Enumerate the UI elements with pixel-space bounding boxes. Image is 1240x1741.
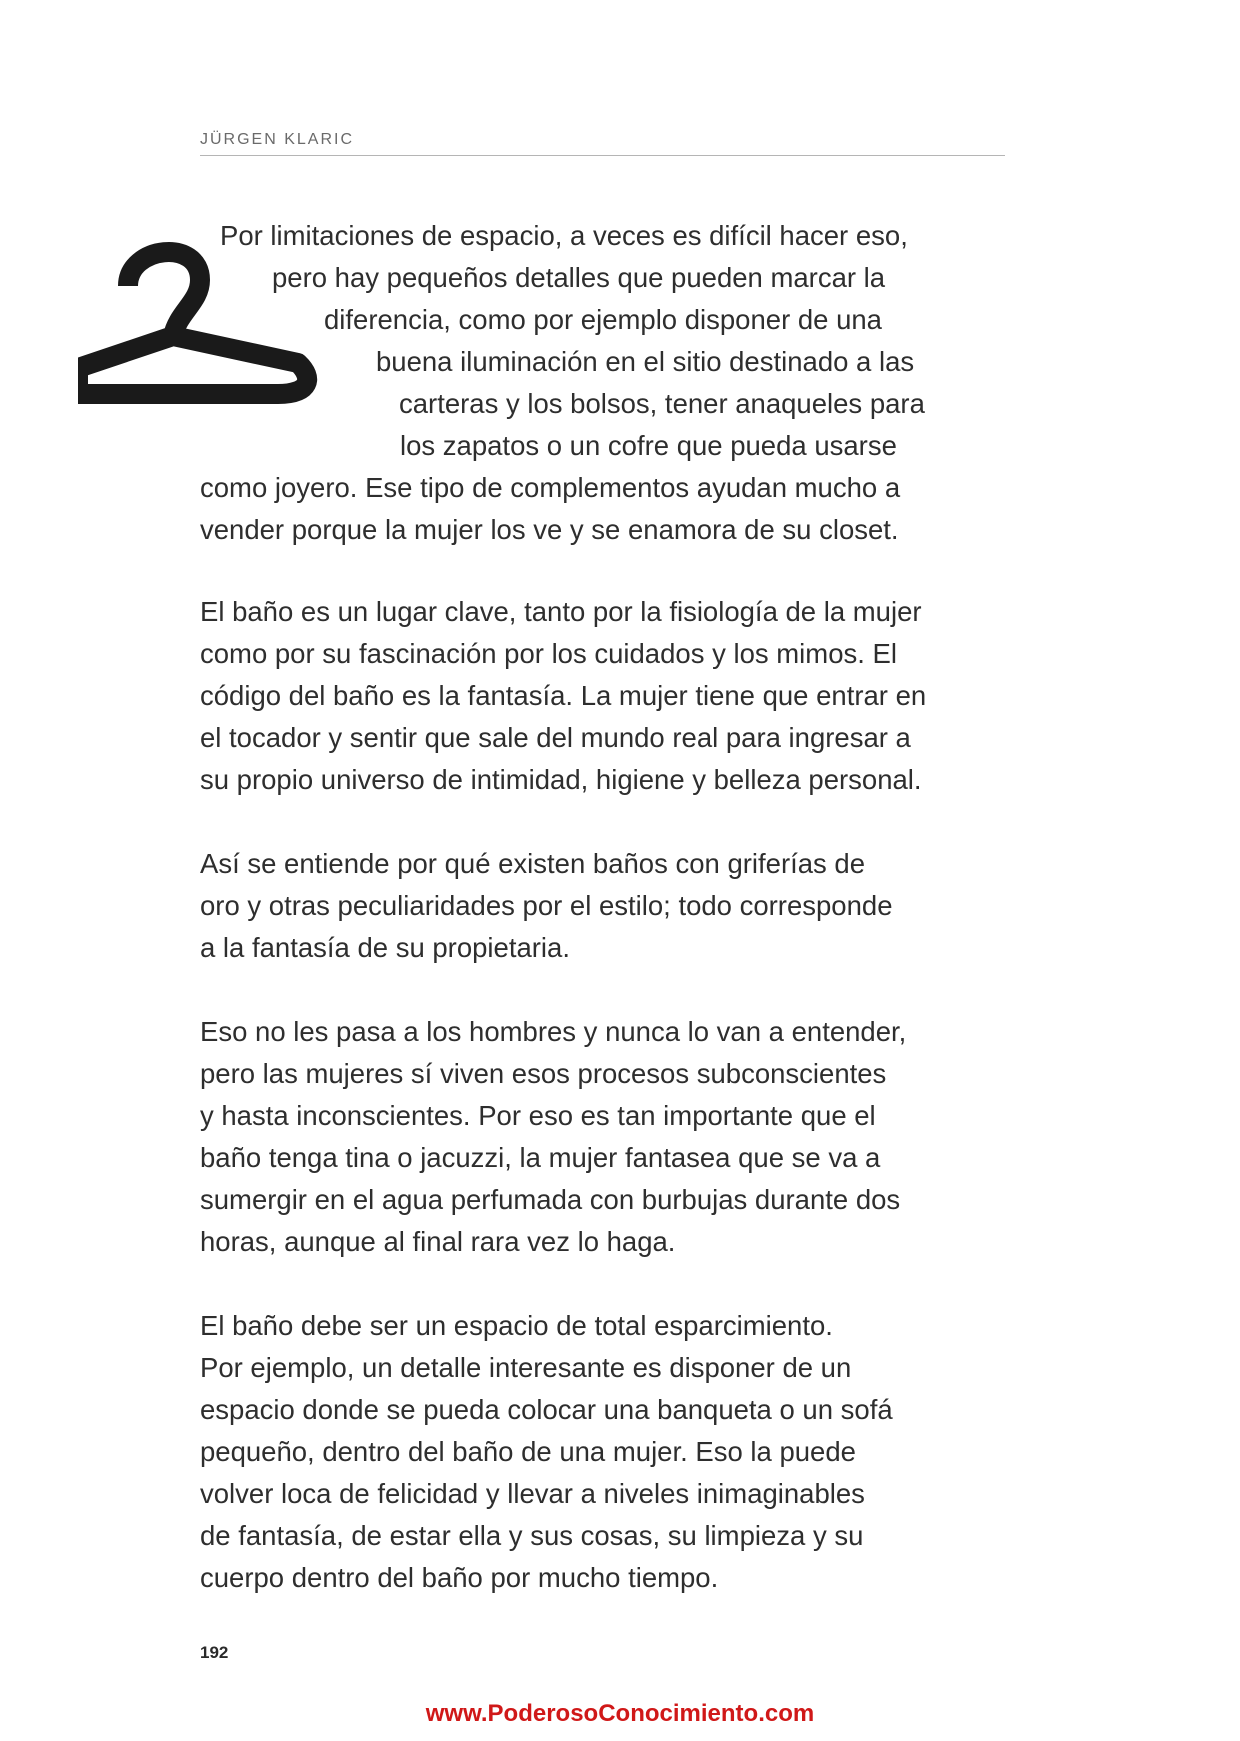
text-line: Eso no les pasa a los hombres y nunca lo van a entender, — [200, 1016, 907, 1047]
text-line: diferencia, como por ejemplo disponer de una — [324, 304, 882, 335]
text-line: sumergir en el agua perfumada con burbujas durante dos — [200, 1184, 901, 1215]
page-number: 192 — [200, 1643, 229, 1662]
text-line: El baño debe ser un espacio de total esparcimiento. — [200, 1310, 833, 1341]
text-line: buena iluminación en el sitio destinado a las — [376, 346, 915, 377]
text-line: Por limitaciones de espacio, a veces es difícil hacer eso, — [220, 220, 908, 251]
text-line: de fantasía, de estar ella y sus cosas, su limpieza y su — [200, 1520, 864, 1551]
text-line: Así se entiende por qué existen baños con griferías de — [200, 848, 866, 879]
text-line: oro y otras peculiaridades por el estilo; todo corresponde — [200, 890, 893, 921]
text-line: vender porque la mujer los ve y se enamora de su closet. — [200, 514, 899, 545]
text-line: El baño es un lugar clave, tanto por la fisiología de la mujer — [200, 596, 922, 627]
text-line: espacio donde se pueda colocar una banqueta o un sofá — [200, 1394, 893, 1425]
watermark-link[interactable]: www.PoderosoConocimiento.com — [425, 1700, 815, 1727]
text-line: Por ejemplo, un detalle interesante es disponer de un — [200, 1352, 852, 1383]
text-line: el tocador y sentir que sale del mundo real para ingresar a — [200, 722, 911, 753]
text-line: como joyero. Ese tipo de complementos ayudan mucho a — [200, 472, 901, 503]
running-head: JÜRGEN KLARIC — [200, 131, 355, 148]
text-line: volver loca de felicidad y llevar a niveles inimaginables — [200, 1478, 865, 1509]
text-line: pequeño, dentro del baño de una mujer. Eso la puede — [200, 1436, 856, 1467]
text-line: pero las mujeres sí viven esos procesos subconscientes — [200, 1058, 887, 1089]
text-line: cuerpo dentro del baño por mucho tiempo. — [200, 1562, 719, 1593]
text-line: como por su fascinación por los cuidados y los mimos. El — [200, 638, 897, 669]
text-line: código del baño es la fantasía. La mujer tiene que entrar en — [200, 680, 927, 711]
text-line: pero hay pequeños detalles que pueden marcar la — [272, 262, 886, 293]
text-line: su propio universo de intimidad, higiene y belleza personal. — [200, 764, 922, 795]
text-line: a la fantasía de su propietaria. — [200, 932, 570, 963]
text-line: baño tenga tina o jacuzzi, la mujer fantasea que se va a — [200, 1142, 881, 1173]
header-rule — [200, 155, 1005, 156]
text-line: carteras y los bolsos, tener anaqueles para — [399, 388, 925, 419]
text-line: horas, aunque al final rara vez lo haga. — [200, 1226, 676, 1257]
text-line: y hasta inconscientes. Por eso es tan importante que el — [200, 1100, 876, 1131]
text-line: los zapatos o un cofre que pueda usarse — [400, 430, 897, 461]
